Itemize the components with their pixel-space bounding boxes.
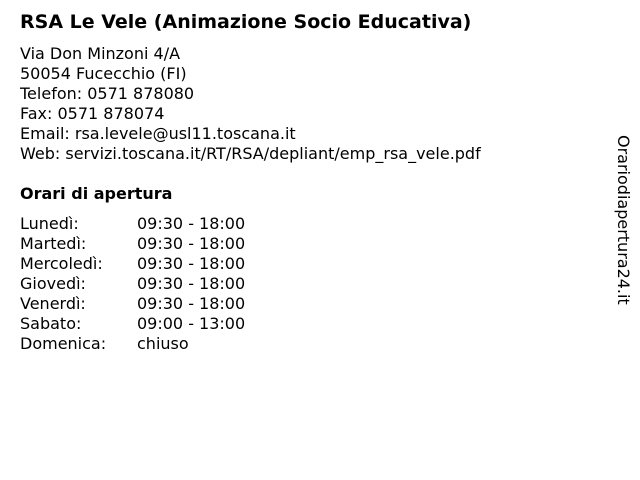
time-value: 09:30 - 18:00 <box>137 214 246 233</box>
city-address: 50054 Fucecchio (FI) <box>20 64 187 83</box>
time-value: 09:30 - 18:00 <box>137 274 246 293</box>
day-label: Sabato: <box>20 314 82 333</box>
time-value: 09:30 - 18:00 <box>137 234 246 253</box>
site-watermark: Orariodiapertura24.it <box>614 135 633 305</box>
phone-number: Telefon: 0571 878080 <box>20 84 195 103</box>
page-title: RSA Le Vele (Animazione Socio Educativa) <box>20 11 472 33</box>
time-value: chiuso <box>137 334 189 353</box>
address-block <box>20 44 481 164</box>
day-label: Lunedì: <box>20 214 79 233</box>
day-label: Domenica: <box>20 334 107 353</box>
email-address: Email: rsa.levele@usl11.toscana.it <box>20 124 296 143</box>
fax-number: Fax: 0571 878074 <box>20 104 165 123</box>
website-link: Web: servizi.toscana.it/RT/RSA/depliant/emp_rsa_vele.pdf <box>20 144 481 163</box>
time-value: 09:00 - 13:00 <box>137 314 246 333</box>
day-label: Giovedì: <box>20 274 86 293</box>
day-label: Mercoledì: <box>20 254 103 273</box>
time-value: 09:30 - 18:00 <box>137 254 246 273</box>
street-address: Via Don Minzoni 4/A <box>20 44 181 63</box>
opening-hours-heading: Orari di apertura <box>20 184 173 203</box>
time-value: 09:30 - 18:00 <box>137 294 246 313</box>
day-label: Martedì: <box>20 234 87 253</box>
day-label: Venerdì: <box>20 294 86 313</box>
